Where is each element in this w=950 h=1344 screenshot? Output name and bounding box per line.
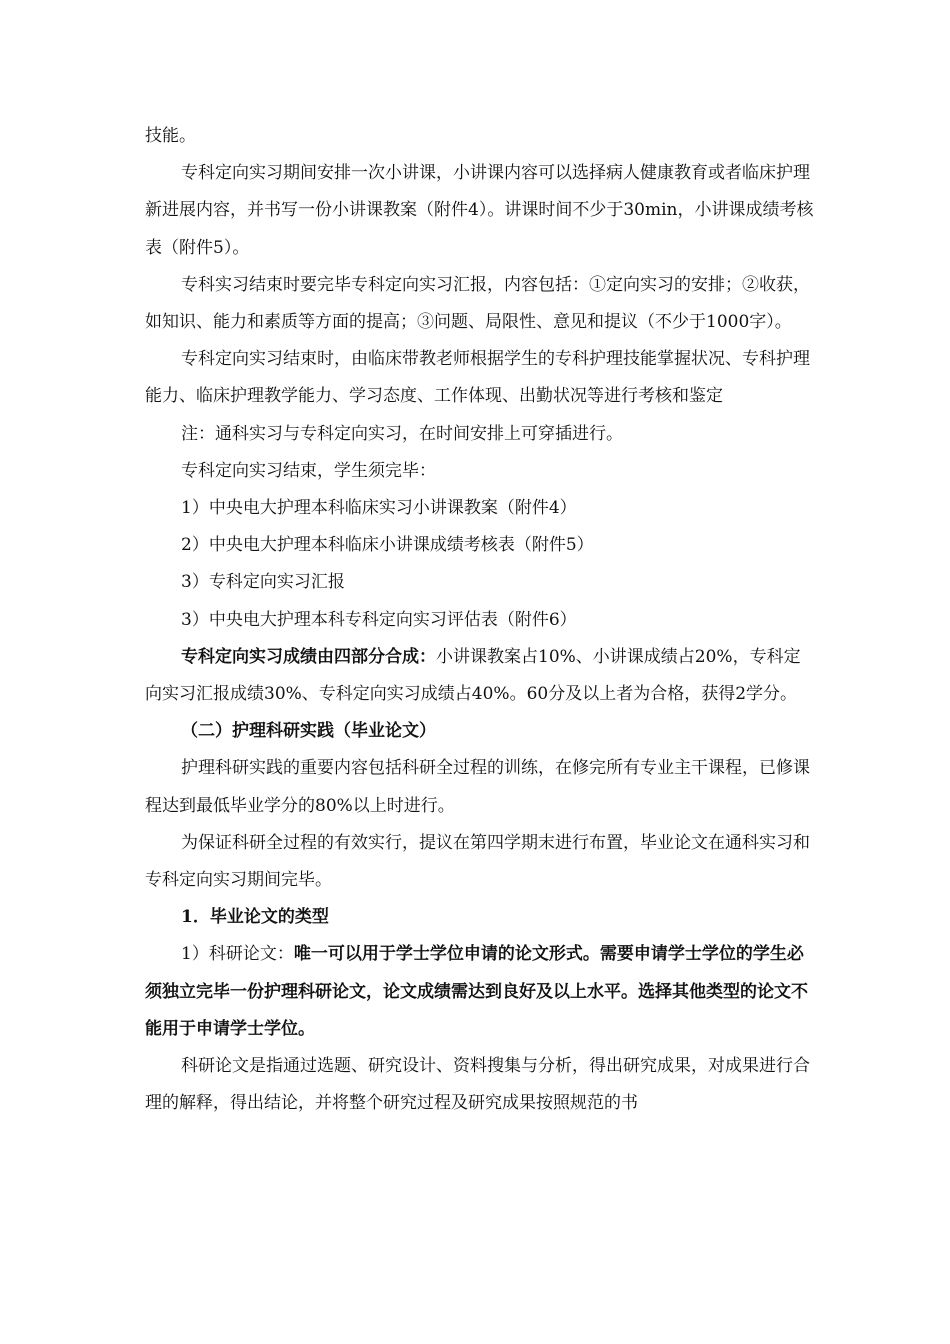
list-item: 3）中央电大护理本科专科定向实习评估表（附件6） (181, 609, 577, 630)
paragraph: 专科实习结束时要完毕专科定向实习汇报，内容包括：①定向实习的安排；②收获，如知识、能力和素质等方面的提高；③问题、局限性、意见和提议（不少于1000字）。 (145, 274, 810, 333)
paragraph: 护理科研实践的重要内容包括科研全过程的训练，在修完所有专业主干课程，已修课程达到最低毕业学分的80%以上时进行。 (145, 758, 810, 816)
paragraph: 技能。 (145, 126, 196, 146)
paragraph-text: 小讲课教案占10%、小讲课成绩占20%，专科定向实习汇报成绩30%、专科定向实习成绩占40%。60分及以上者为合格，获得2学分。 (145, 646, 801, 705)
list-item: 3）专科定向实习汇报 (181, 572, 345, 593)
bold-text: 唯一可以用于学士学位申请的论文形式。需要申请学士学位的学生必须独立完毕一份护理科研论文，论文成绩需达到良好及以上水平。选择其他类型的论文不能用于申请学士学位。 (145, 944, 808, 1039)
paragraph: 专科定向实习结束时，由临床带教老师根据学生的专科护理技能掌握状况、专科护理能力、临床护理教学能力、学习态度、工作体现、出勤状况等进行考核和鉴定 (145, 349, 810, 407)
section-heading: （二）护理科研实践（毕业论文） (181, 721, 436, 742)
paragraph (145, 936, 817, 1048)
document-page (145, 118, 817, 1122)
paragraph: 专科定向实习期间安排一次小讲课，小讲课内容可以选择病人健康教育或者临床护理新进展内容，并书写一份小讲课教案（附件4）。讲课时间不少于30min，小讲课成绩考核表（附件5）。 (145, 163, 814, 258)
subsection-heading: 1．毕业论文的类型 (181, 907, 329, 928)
item-prefix: 1）科研论文： (181, 944, 294, 965)
paragraph: 科研论文是指通过选题、研究设计、资料搜集与分析，得出研究成果，对成果进行合理的解释，得出结论，并将整个研究过程及研究成果按照规范的书 (145, 1056, 810, 1114)
note-paragraph: 注：通科实习与专科定向实习，在时间安排上可穿插进行。 (181, 423, 623, 444)
bold-lead: 专科定向实习成绩由四部分合成： (181, 646, 436, 667)
list-item: 2）中央电大护理本科临床小讲课成绩考核表（附件5） (181, 535, 594, 556)
list-item: 1）中央电大护理本科临床实习小讲课教案（附件4） (181, 498, 577, 519)
paragraph: 为保证科研全过程的有效实行，提议在第四学期末进行布置，毕业论文在通科实习和专科定向实习期间完毕。 (145, 832, 810, 891)
paragraph (145, 639, 817, 713)
paragraph: 专科定向实习结束，学生须完毕： (181, 460, 436, 481)
